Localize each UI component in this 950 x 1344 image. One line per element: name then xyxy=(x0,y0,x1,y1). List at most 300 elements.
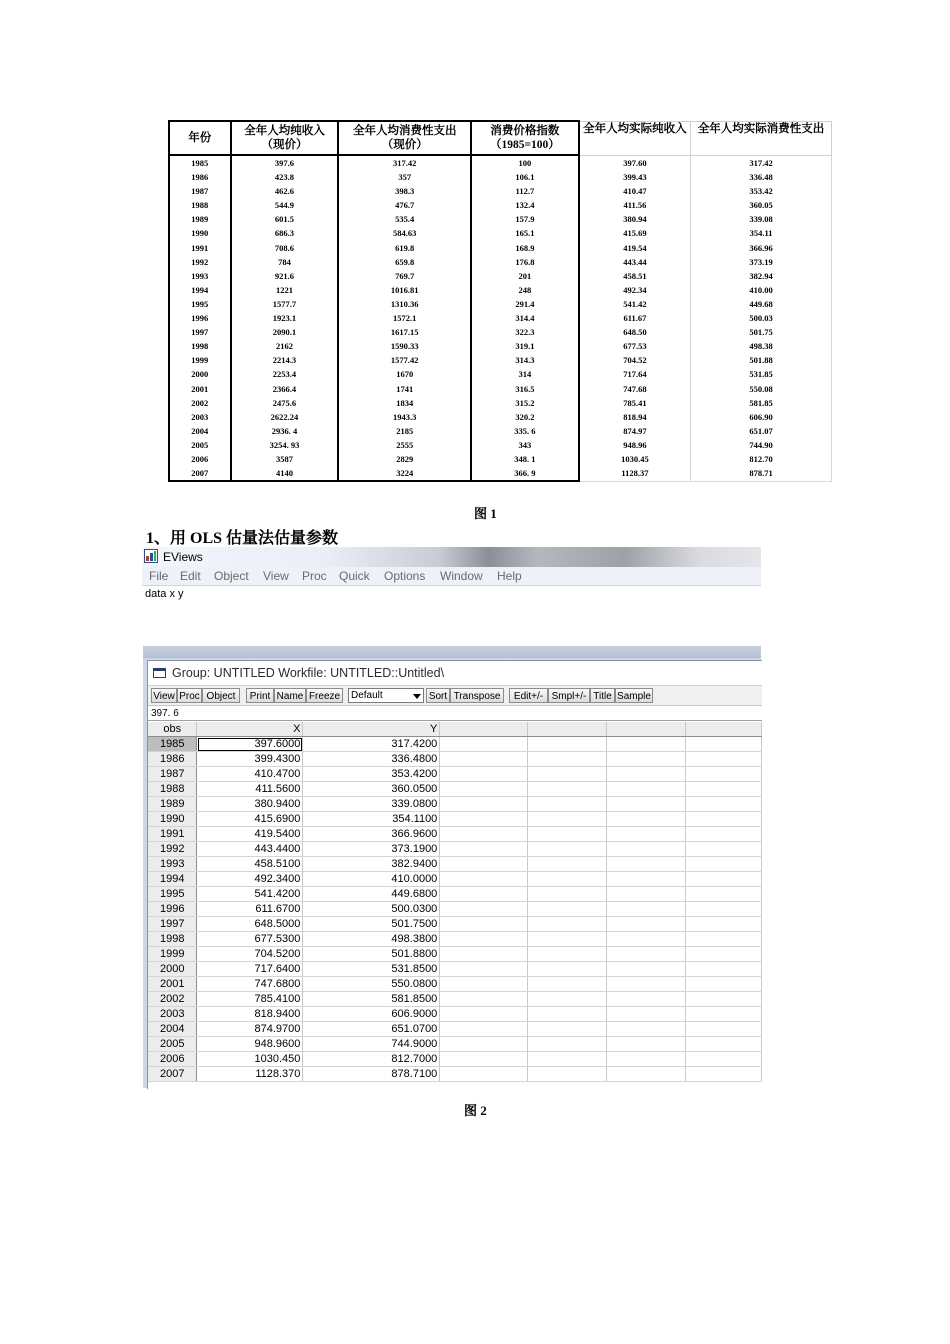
income-real-cell: 1128.37 xyxy=(579,466,691,481)
year-cell: 1987 xyxy=(169,184,231,198)
obs-header[interactable]: obs xyxy=(148,722,197,737)
obs-cell[interactable]: 1993 xyxy=(148,857,197,872)
empty-cell[interactable] xyxy=(607,827,686,842)
cpi-cell: 335. 6 xyxy=(471,424,579,438)
empty-cell[interactable] xyxy=(686,827,762,842)
grid-row xyxy=(148,1022,762,1037)
income-real-cell: 419.54 xyxy=(579,241,691,255)
empty-cell[interactable] xyxy=(686,872,762,887)
x-value-cell[interactable]: 648.5000 xyxy=(197,917,303,932)
empty-cell[interactable] xyxy=(686,1022,762,1037)
y-value-cell[interactable]: 360.0500 xyxy=(303,782,440,797)
year-cell: 2004 xyxy=(169,424,231,438)
obs-cell[interactable]: 2001 xyxy=(148,977,197,992)
y-value-cell[interactable]: 353.4200 xyxy=(303,767,440,782)
x-value-cell[interactable]: 611.6700 xyxy=(197,902,303,917)
consumption-real-cell: 339.08 xyxy=(691,212,832,226)
income-real-cell: 492.34 xyxy=(579,283,691,297)
header-income-real: 全年人均实际纯收入 xyxy=(579,121,691,155)
empty-cell[interactable] xyxy=(528,932,607,947)
group-window-titlebar[interactable] xyxy=(148,661,762,685)
column-header-empty[interactable] xyxy=(528,722,607,737)
empty-cell[interactable] xyxy=(440,812,528,827)
empty-cell[interactable] xyxy=(528,1007,607,1022)
group-window-frame xyxy=(143,658,761,1088)
obs-cell[interactable]: 2002 xyxy=(148,992,197,1007)
income-nominal-cell: 544.9 xyxy=(231,198,339,212)
grid-row xyxy=(148,1052,762,1067)
x-value-cell[interactable]: 399.4300 xyxy=(197,752,303,767)
empty-cell[interactable] xyxy=(607,782,686,797)
freeze-button[interactable]: Freeze xyxy=(306,688,343,703)
y-value-cell[interactable]: 606.9000 xyxy=(303,1007,440,1022)
transpose-button[interactable]: Transpose xyxy=(450,688,504,703)
menu-proc[interactable]: Proc xyxy=(302,569,327,583)
empty-cell[interactable] xyxy=(686,842,762,857)
table-row xyxy=(169,353,832,367)
empty-cell[interactable] xyxy=(440,1067,528,1082)
y-value-cell[interactable]: 531.8500 xyxy=(303,962,440,977)
y-value-cell[interactable]: 339.0800 xyxy=(303,797,440,812)
table-row xyxy=(169,438,832,452)
menu-help[interactable]: Help xyxy=(497,569,522,583)
x-value-cell[interactable]: 948.9600 xyxy=(197,1037,303,1052)
x-value-cell[interactable]: 785.4100 xyxy=(197,992,303,1007)
consumption-real-cell: 373.19 xyxy=(691,255,832,269)
empty-cell[interactable] xyxy=(440,797,528,812)
empty-cell[interactable] xyxy=(607,887,686,902)
consumption-real-cell: 651.07 xyxy=(691,424,832,438)
empty-cell[interactable] xyxy=(686,977,762,992)
group-window-title: Group: UNTITLED Workfile: UNTITLED::Untitled\ xyxy=(172,666,445,680)
column-header-empty[interactable] xyxy=(686,722,762,737)
income-real-cell: 443.44 xyxy=(579,255,691,269)
consumption-real-cell: 382.94 xyxy=(691,269,832,283)
income-nominal-cell: 397.6 xyxy=(231,155,339,170)
empty-cell[interactable] xyxy=(607,797,686,812)
empty-cell[interactable] xyxy=(528,782,607,797)
menu-object[interactable]: Object xyxy=(214,569,249,583)
x-value-cell[interactable]: 397.6000 xyxy=(197,737,303,752)
group-window-content xyxy=(147,660,762,1089)
grid-row xyxy=(148,797,762,812)
empty-cell[interactable] xyxy=(607,872,686,887)
menu-view[interactable]: View xyxy=(263,569,289,583)
y-value-cell[interactable]: 366.9600 xyxy=(303,827,440,842)
x-value-cell[interactable]: 411.5600 xyxy=(197,782,303,797)
cell-edit-field[interactable]: 397. 6 xyxy=(148,705,762,721)
y-value-cell[interactable]: 744.9000 xyxy=(303,1037,440,1052)
x-value-cell[interactable]: 415.6900 xyxy=(197,812,303,827)
income-nominal-cell: 2090.1 xyxy=(231,325,339,339)
obs-cell[interactable]: 2005 xyxy=(148,1037,197,1052)
empty-cell[interactable] xyxy=(686,962,762,977)
year-cell: 1998 xyxy=(169,339,231,353)
y-value-cell[interactable]: 336.4800 xyxy=(303,752,440,767)
consumption-real-cell: 336.48 xyxy=(691,170,832,184)
grid-row xyxy=(148,1037,762,1052)
empty-cell[interactable] xyxy=(607,1007,686,1022)
consumption-nominal-cell: 1572.1 xyxy=(338,311,471,325)
menu-file[interactable]: File xyxy=(149,569,169,583)
empty-cell[interactable] xyxy=(528,977,607,992)
table-row xyxy=(169,311,832,325)
empty-cell[interactable] xyxy=(440,782,528,797)
header-consumption-real: 全年人均实际消费性支出 xyxy=(691,121,832,155)
obs-cell[interactable]: 1996 xyxy=(148,902,197,917)
x-value-cell[interactable]: 541.4200 xyxy=(197,887,303,902)
empty-cell[interactable] xyxy=(607,812,686,827)
grid-row xyxy=(148,1007,762,1022)
empty-cell[interactable] xyxy=(528,752,607,767)
income-nominal-cell: 601.5 xyxy=(231,212,339,226)
x-value-cell[interactable]: 492.3400 xyxy=(197,872,303,887)
consumption-nominal-cell: 1016.81 xyxy=(338,283,471,297)
year-cell: 2000 xyxy=(169,367,231,381)
empty-cell[interactable] xyxy=(686,902,762,917)
empty-cell[interactable] xyxy=(686,947,762,962)
smpl-toggle-button[interactable]: Smpl+/- xyxy=(548,688,590,703)
empty-cell[interactable] xyxy=(607,1067,686,1082)
y-value-cell[interactable]: 581.8500 xyxy=(303,992,440,1007)
year-cell: 2003 xyxy=(169,410,231,424)
obs-cell[interactable]: 1991 xyxy=(148,827,197,842)
consumption-real-cell: 606.90 xyxy=(691,410,832,424)
column-header-y[interactable]: Y xyxy=(303,722,440,737)
column-header-x[interactable]: X xyxy=(197,722,303,737)
income-real-cell: 874.97 xyxy=(579,424,691,438)
empty-cell[interactable] xyxy=(528,767,607,782)
empty-cell[interactable] xyxy=(607,932,686,947)
consumption-real-cell: 354.11 xyxy=(691,226,832,240)
grid-row xyxy=(148,962,762,977)
menu-edit[interactable]: Edit xyxy=(180,569,201,583)
empty-cell[interactable] xyxy=(607,737,686,752)
x-value-cell[interactable]: 1128.370 xyxy=(197,1067,303,1082)
figure1-table xyxy=(168,120,832,482)
empty-cell[interactable] xyxy=(440,842,528,857)
empty-cell[interactable] xyxy=(686,752,762,767)
obs-cell[interactable]: 1990 xyxy=(148,812,197,827)
consumption-nominal-cell: 535.4 xyxy=(338,212,471,226)
figure1-spreadsheet-table xyxy=(168,120,832,490)
x-value-cell[interactable]: 747.6800 xyxy=(197,977,303,992)
grid-row xyxy=(148,902,762,917)
edit-toggle-button[interactable]: Edit+/- xyxy=(509,688,548,703)
y-value-cell[interactable]: 498.3800 xyxy=(303,932,440,947)
x-value-cell[interactable]: 458.5100 xyxy=(197,857,303,872)
empty-cell[interactable] xyxy=(528,857,607,872)
empty-cell[interactable] xyxy=(607,752,686,767)
empty-cell[interactable] xyxy=(440,932,528,947)
empty-cell[interactable] xyxy=(440,1052,528,1067)
x-value-cell[interactable]: 874.9700 xyxy=(197,1022,303,1037)
empty-cell[interactable] xyxy=(440,737,528,752)
y-value-cell[interactable]: 373.1900 xyxy=(303,842,440,857)
group-window xyxy=(143,646,761,1088)
income-nominal-cell: 423.8 xyxy=(231,170,339,184)
empty-cell[interactable] xyxy=(528,902,607,917)
income-real-cell: 948.96 xyxy=(579,438,691,452)
y-value-cell[interactable]: 812.7000 xyxy=(303,1052,440,1067)
obs-cell[interactable]: 1997 xyxy=(148,917,197,932)
x-value-cell[interactable]: 443.4400 xyxy=(197,842,303,857)
empty-cell[interactable] xyxy=(440,977,528,992)
income-real-cell: 611.67 xyxy=(579,311,691,325)
cpi-cell: 132.4 xyxy=(471,198,579,212)
consumption-real-cell: 878.71 xyxy=(691,466,832,481)
empty-cell[interactable] xyxy=(607,842,686,857)
obs-cell[interactable]: 2000 xyxy=(148,962,197,977)
x-value-cell[interactable]: 704.5200 xyxy=(197,947,303,962)
income-nominal-cell: 708.6 xyxy=(231,241,339,255)
empty-cell[interactable] xyxy=(440,857,528,872)
empty-cell[interactable] xyxy=(440,872,528,887)
obs-cell[interactable]: 2006 xyxy=(148,1052,197,1067)
x-value-cell[interactable]: 410.4700 xyxy=(197,767,303,782)
obs-cell[interactable]: 1986 xyxy=(148,752,197,767)
consumption-real-cell: 501.88 xyxy=(691,353,832,367)
consumption-nominal-cell: 476.7 xyxy=(338,198,471,212)
x-value-cell[interactable]: 717.6400 xyxy=(197,962,303,977)
consumption-real-cell: 449.68 xyxy=(691,297,832,311)
obs-cell[interactable]: 1995 xyxy=(148,887,197,902)
empty-cell[interactable] xyxy=(607,962,686,977)
income-nominal-cell: 2475.6 xyxy=(231,396,339,410)
obs-cell[interactable]: 2003 xyxy=(148,1007,197,1022)
sample-button[interactable]: Sample xyxy=(615,688,653,703)
consumption-real-cell: 500.03 xyxy=(691,311,832,325)
eviews-titlebar[interactable] xyxy=(142,547,761,567)
consumption-nominal-cell: 2829 xyxy=(338,452,471,466)
y-value-cell[interactable]: 449.6800 xyxy=(303,887,440,902)
empty-cell[interactable] xyxy=(607,947,686,962)
obs-cell[interactable]: 1989 xyxy=(148,797,197,812)
empty-cell[interactable] xyxy=(686,1007,762,1022)
menu-window[interactable]: Window xyxy=(440,569,483,583)
empty-cell[interactable] xyxy=(528,917,607,932)
empty-cell[interactable] xyxy=(528,737,607,752)
cpi-cell: 316.5 xyxy=(471,382,579,396)
y-value-cell[interactable]: 317.4200 xyxy=(303,737,440,752)
table-row xyxy=(169,424,832,438)
empty-cell[interactable] xyxy=(528,812,607,827)
obs-cell[interactable]: 2007 xyxy=(148,1067,197,1082)
y-value-cell[interactable]: 410.0000 xyxy=(303,872,440,887)
income-nominal-cell: 2366.4 xyxy=(231,382,339,396)
table-row xyxy=(169,198,832,212)
group-spreadsheet xyxy=(148,722,762,1082)
x-value-cell[interactable]: 818.9400 xyxy=(197,1007,303,1022)
grid-row xyxy=(148,842,762,857)
obs-cell[interactable]: 1999 xyxy=(148,947,197,962)
income-nominal-cell: 2253.4 xyxy=(231,367,339,381)
x-value-cell[interactable]: 419.5400 xyxy=(197,827,303,842)
sort-button[interactable]: Sort xyxy=(426,688,450,703)
income-nominal-cell: 784 xyxy=(231,255,339,269)
print-button[interactable]: Print xyxy=(246,688,274,703)
table-row xyxy=(169,269,832,283)
y-value-cell[interactable]: 500.0300 xyxy=(303,902,440,917)
empty-cell[interactable] xyxy=(686,857,762,872)
x-value-cell[interactable]: 677.5300 xyxy=(197,932,303,947)
empty-cell[interactable] xyxy=(528,962,607,977)
default-select[interactable]: Default xyxy=(348,688,424,703)
income-real-cell: 677.53 xyxy=(579,339,691,353)
empty-cell[interactable] xyxy=(686,932,762,947)
cpi-cell: 320.2 xyxy=(471,410,579,424)
empty-cell[interactable] xyxy=(528,827,607,842)
obs-cell[interactable]: 1992 xyxy=(148,842,197,857)
consumption-real-cell: 501.75 xyxy=(691,325,832,339)
menu-quick[interactable]: Quick xyxy=(339,569,370,583)
empty-cell[interactable] xyxy=(686,797,762,812)
income-nominal-cell: 4140 xyxy=(231,466,339,481)
consumption-real-cell: 531.85 xyxy=(691,367,832,381)
empty-cell[interactable] xyxy=(528,1037,607,1052)
obs-cell[interactable]: 1994 xyxy=(148,872,197,887)
header-year: 年份 xyxy=(169,121,231,155)
year-cell: 1988 xyxy=(169,198,231,212)
empty-cell[interactable] xyxy=(528,1052,607,1067)
grid-row xyxy=(148,752,762,767)
income-nominal-cell: 462.6 xyxy=(231,184,339,198)
empty-cell[interactable] xyxy=(440,827,528,842)
consumption-nominal-cell: 2185 xyxy=(338,424,471,438)
empty-cell[interactable] xyxy=(686,917,762,932)
empty-cell[interactable] xyxy=(686,887,762,902)
grid-row xyxy=(148,872,762,887)
empty-cell[interactable] xyxy=(440,1037,528,1052)
empty-cell[interactable] xyxy=(607,992,686,1007)
y-value-cell[interactable]: 878.7100 xyxy=(303,1067,440,1082)
empty-cell[interactable] xyxy=(686,1037,762,1052)
empty-cell[interactable] xyxy=(440,767,528,782)
obs-cell[interactable]: 1987 xyxy=(148,767,197,782)
x-value-cell[interactable]: 380.9400 xyxy=(197,797,303,812)
year-cell: 1992 xyxy=(169,255,231,269)
year-cell: 2002 xyxy=(169,396,231,410)
y-value-cell[interactable]: 354.1100 xyxy=(303,812,440,827)
empty-cell[interactable] xyxy=(528,797,607,812)
consumption-real-cell: 550.08 xyxy=(691,382,832,396)
empty-cell[interactable] xyxy=(440,1022,528,1037)
name-button[interactable]: Name xyxy=(274,688,306,703)
empty-cell[interactable] xyxy=(607,917,686,932)
empty-cell[interactable] xyxy=(607,1022,686,1037)
empty-cell[interactable] xyxy=(686,992,762,1007)
empty-cell[interactable] xyxy=(686,1067,762,1082)
empty-cell[interactable] xyxy=(440,947,528,962)
empty-cell[interactable] xyxy=(528,1067,607,1082)
empty-cell[interactable] xyxy=(607,767,686,782)
year-cell: 1993 xyxy=(169,269,231,283)
header-income-nominal: 全年人均纯收入 （现价） xyxy=(231,121,339,155)
view-button[interactable]: View xyxy=(151,688,177,703)
table-row xyxy=(169,155,832,170)
empty-cell[interactable] xyxy=(686,767,762,782)
cpi-cell: 248 xyxy=(471,283,579,297)
figure2-caption: 图 2 xyxy=(464,1103,487,1118)
empty-cell[interactable] xyxy=(528,1022,607,1037)
empty-cell[interactable] xyxy=(686,1052,762,1067)
consumption-real-cell: 410.00 xyxy=(691,283,832,297)
header-consumption-nominal: 全年人均消费性支出 （现价） xyxy=(338,121,471,155)
object-button[interactable]: Object xyxy=(202,688,240,703)
y-value-cell[interactable]: 382.9400 xyxy=(303,857,440,872)
y-value-cell[interactable]: 501.8800 xyxy=(303,947,440,962)
empty-cell[interactable] xyxy=(607,1037,686,1052)
y-value-cell[interactable]: 550.0800 xyxy=(303,977,440,992)
empty-cell[interactable] xyxy=(440,917,528,932)
empty-cell[interactable] xyxy=(440,1007,528,1022)
empty-cell[interactable] xyxy=(686,737,762,752)
obs-cell[interactable]: 1985 xyxy=(148,737,197,752)
column-header-empty[interactable] xyxy=(607,722,686,737)
income-real-cell: 411.56 xyxy=(579,198,691,212)
eviews-logo-icon xyxy=(144,549,158,563)
proc-button[interactable]: Proc xyxy=(177,688,202,703)
table-row xyxy=(169,212,832,226)
cpi-cell: 112.7 xyxy=(471,184,579,198)
empty-cell[interactable] xyxy=(686,782,762,797)
consumption-real-cell: 744.90 xyxy=(691,438,832,452)
cpi-cell: 315.2 xyxy=(471,396,579,410)
empty-cell[interactable] xyxy=(440,902,528,917)
obs-cell[interactable]: 1988 xyxy=(148,782,197,797)
empty-cell[interactable] xyxy=(528,992,607,1007)
consumption-nominal-cell: 619.8 xyxy=(338,241,471,255)
empty-cell[interactable] xyxy=(686,812,762,827)
y-value-cell[interactable]: 501.7500 xyxy=(303,917,440,932)
grid-row xyxy=(148,932,762,947)
empty-cell[interactable] xyxy=(440,887,528,902)
consumption-nominal-cell: 317.42 xyxy=(338,155,471,170)
empty-cell[interactable] xyxy=(607,1052,686,1067)
empty-cell[interactable] xyxy=(607,977,686,992)
group-data-grid xyxy=(148,722,762,1082)
x-value-cell[interactable]: 1030.450 xyxy=(197,1052,303,1067)
menu-options[interactable]: Options xyxy=(384,569,426,583)
empty-cell[interactable] xyxy=(607,902,686,917)
obs-cell[interactable]: 2004 xyxy=(148,1022,197,1037)
table-row xyxy=(169,184,832,198)
command-window-text[interactable]: data x y xyxy=(145,588,184,600)
grid-row xyxy=(148,812,762,827)
empty-cell[interactable] xyxy=(440,962,528,977)
empty-cell[interactable] xyxy=(528,842,607,857)
title-button[interactable]: Title xyxy=(590,688,615,703)
empty-cell[interactable] xyxy=(607,857,686,872)
empty-cell[interactable] xyxy=(528,887,607,902)
empty-cell[interactable] xyxy=(528,947,607,962)
cpi-cell: 201 xyxy=(471,269,579,283)
column-header-empty[interactable] xyxy=(440,722,528,737)
table-row xyxy=(169,170,832,184)
income-real-cell: 1030.45 xyxy=(579,452,691,466)
cpi-cell: 314.4 xyxy=(471,311,579,325)
empty-cell[interactable] xyxy=(440,752,528,767)
year-cell: 1996 xyxy=(169,311,231,325)
obs-cell[interactable]: 1998 xyxy=(148,932,197,947)
y-value-cell[interactable]: 651.0700 xyxy=(303,1022,440,1037)
income-nominal-cell: 1577.7 xyxy=(231,297,339,311)
consumption-nominal-cell: 1834 xyxy=(338,396,471,410)
income-nominal-cell: 3587 xyxy=(231,452,339,466)
empty-cell[interactable] xyxy=(528,872,607,887)
income-nominal-cell: 686.3 xyxy=(231,226,339,240)
empty-cell[interactable] xyxy=(440,992,528,1007)
